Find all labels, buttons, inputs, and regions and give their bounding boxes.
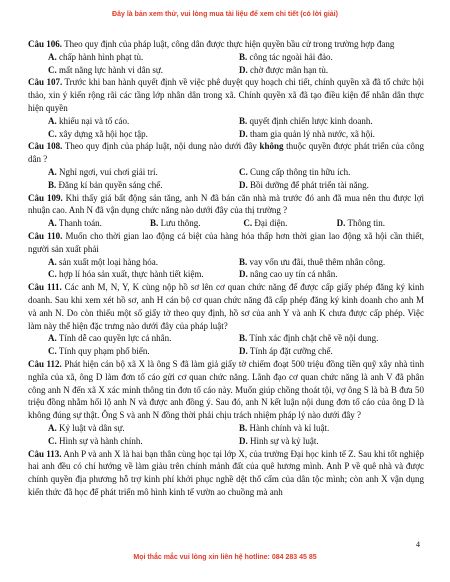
- question-text: Anh P và anh X là hai bạn thân cùng học tại lớp X, của trường Đại học kinh tế Z. Sau khi tốt nghiệp hai anh đều có chí hướng về làm giàu trên chính mảnh đất của quê hương mình. Anh P về quê nhà và được chính quyền địa phương hỗ trợ kinh phí khởi phục nghề dệt thổ cẩm của dân tộc mình; còn anh X vận dụng kiến thức đã học để phát triển mô hình kinh tế vườn ao chuồng mà anh: [28, 448, 424, 497]
- option-d[interactable]: D. Bồi dưỡng để phát triển tài năng.: [239, 179, 369, 190]
- option-d[interactable]: D. chờ được mãn hạn tù.: [239, 64, 329, 75]
- option-d[interactable]: D. tham gia quản lý nhà nước, xã hội.: [239, 128, 375, 139]
- option-c[interactable]: C. mất năng lực hành vi dân sự.: [48, 64, 163, 75]
- option-a[interactable]: A. Thanh toán.: [48, 218, 102, 229]
- option-b[interactable]: B. công tác ngoài hải đảo.: [239, 51, 333, 62]
- option-d[interactable]: D. nâng cao uy tín cá nhân.: [239, 269, 338, 280]
- question-text: Khi thấy giá bất động sản tăng, anh N đã bán căn nhà mà trước đó anh đã mua nên thu được lợi nhuận cao. Anh N đã vận dụng chức năng nào dưới đây của thị trường ?: [28, 192, 424, 216]
- emphasis-word: không: [259, 141, 284, 152]
- question-text: Muốn cho thời gian lao động cá biệt của hàng hóa thấp hơn thời gian lao động xã hội cần thiết, người sản xuất phải: [28, 230, 424, 254]
- options-106: [28, 51, 424, 77]
- question-106: [28, 38, 424, 51]
- option-c[interactable]: C. Tính quy phạm phổ biến.: [48, 346, 150, 357]
- question-109: [28, 192, 424, 218]
- question-112: [28, 358, 424, 422]
- hotline-banner: Mọi thắc mắc vui lòng xin liên hệ hotline: 084 283 45 85: [133, 554, 317, 561]
- question-number: Câu 106.: [28, 39, 63, 49]
- question-107: [28, 76, 424, 114]
- question-110: [28, 230, 424, 256]
- option-c[interactable]: C. Đại diện.: [243, 218, 288, 229]
- question-number: Câu 107.: [28, 77, 63, 88]
- options-112: [28, 422, 424, 448]
- question-number: Câu 111.: [28, 282, 62, 293]
- preview-banner: Đây là bản xem thử, vui lòng mua tài liệu để xem chi tiết (có lời giải): [112, 11, 338, 18]
- question-text: Theo quy định của pháp luật, công dân được thực hiện quyền bầu cử trong trường hợp đang: [62, 39, 395, 49]
- question-text: Phát hiện cán bộ xã X là ông S đã làm giả giấy tờ chiếm đoạt 500 triệu đồng tiền quỹ xây nhà tình nghĩa của xã, ông D làm đơn tố cáo gửi cơ quan chức năng. Lãnh đạo cơ quan chức năng là anh V đã phân công anh N đến xã X xác minh thông tin đơn tố cáo này. Muốn giúp chồng thoát tội, vợ ông S là bà B đưa 50 triệu đồng nhằm hối lộ anh N và được anh đồng ý. Sau đó, anh N kết luận nội dung đơn tố cáo của ông D là không đúng sự thật. Ông S và anh N đồng thời phải chịu trách nhiệm pháp lý nào dưới đây ?: [28, 358, 425, 421]
- question-text: Các anh M, N, Y, K cùng nộp hồ sơ lên cơ quan chức năng để được cấp giấy phép đăng ký kinh doanh. Sau khi xem xét hồ sơ, anh H cán bộ cơ quan chức năng đã cấp phép đăng ký kinh doanh cho anh M và anh N. Do còn thiếu một số giấy tờ theo quy định, hồ sơ của anh Y và anh K chưa được cấp phép. Việc làm này thể hiện đặc trưng nào dưới đây của pháp luật?: [28, 282, 424, 331]
- option-c[interactable]: C. xây dựng xã hội học tập.: [48, 128, 148, 139]
- question-list: [28, 38, 424, 499]
- question-number: Câu 112.: [28, 358, 62, 369]
- question-108: Câu 108. Theo quy định của pháp luật, nội dung nào dưới đây không thuộc quyền được phát triển của công dân ?: [28, 141, 425, 165]
- option-a[interactable]: A. Tính dễ cao quyền lực cá nhân.: [48, 333, 172, 344]
- question-number: Câu 113.: [28, 448, 62, 459]
- question-111: [28, 281, 424, 332]
- option-c[interactable]: C. Hình sự và hành chính.: [48, 435, 143, 446]
- options-109: [28, 217, 424, 230]
- question-text: Trước khi ban hành quyết định về việc phê duyệt quy hoạch chi tiết, chính quyền xã đã tổ chức hội thảo, xin ý kiến rộng rãi các tầng lớp nhân dân trong xã. Chính quyền xã đã tạo điều kiện để nhân dân thực hiện quyền: [28, 77, 425, 113]
- option-a[interactable]: A. Kỷ luật và dân sự.: [48, 422, 125, 433]
- option-b[interactable]: B. Hành chính và kỉ luật.: [239, 422, 330, 433]
- option-d[interactable]: D. Tính áp đặt cưỡng chế.: [239, 346, 333, 357]
- options-111: [28, 332, 424, 358]
- option-d[interactable]: D. Hình sự và kỷ luật.: [239, 435, 319, 446]
- question-number: Câu 108.: [28, 141, 63, 152]
- option-d[interactable]: D. Thông tin.: [336, 218, 386, 229]
- options-108: [28, 166, 424, 192]
- option-b[interactable]: B. Đăng kí bản quyền sáng chế.: [48, 179, 163, 190]
- question-113: [28, 448, 424, 499]
- option-a[interactable]: A. khiếu nại và tố cáo.: [48, 115, 130, 126]
- options-107: [28, 115, 424, 141]
- option-b[interactable]: B. Lưu thông.: [150, 218, 201, 229]
- question-number: Câu 109.: [28, 192, 63, 203]
- option-b[interactable]: B. Tính xác định chặt chẽ về nội dung.: [239, 333, 379, 344]
- option-c[interactable]: C. Cung cấp thông tin hữu ích.: [239, 166, 351, 177]
- option-b[interactable]: B. quyết định chiến lược kinh doanh.: [239, 115, 373, 126]
- options-110: [28, 256, 424, 282]
- option-a[interactable]: A. sản xuất một loại hàng hóa.: [48, 256, 158, 267]
- option-a[interactable]: A. Nghỉ ngơi, vui chơi giải trí.: [48, 166, 158, 177]
- page-number: 4: [416, 540, 420, 549]
- option-a[interactable]: A. chấp hành hình phạt tù.: [48, 51, 144, 62]
- question-number: Câu 110.: [28, 230, 63, 241]
- option-b[interactable]: B. vay vốn ưu đãi, thuê thêm nhân công.: [239, 256, 386, 267]
- option-c[interactable]: C. hợp lí hóa sản xuất, thực hành tiết kiệm.: [48, 269, 204, 280]
